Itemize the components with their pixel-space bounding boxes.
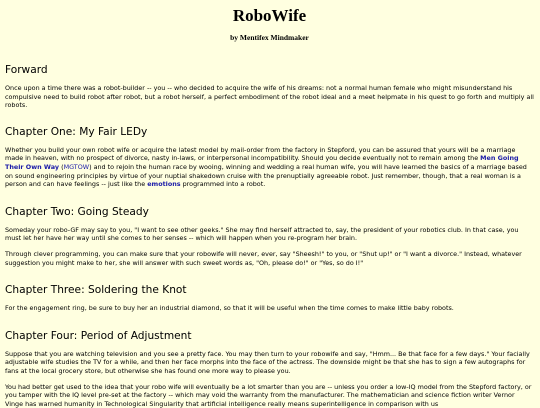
mgtow-link[interactable]: Men Going Their Own Way [5, 154, 519, 171]
chapter-four-heading: Chapter Four: Period of Adjustment [5, 330, 534, 343]
chapter-four-paragraph-1: Suppose that you are watching television and you see a pretty face. You may then turn to your robowife and say, "Hmm... Be that face for a few days." Your facially adjustable wife studies the TV for a while, and then her face morphs into the face of the actress. The downside might be that she has to sign a few autographs for fans at the local grocery store, but otherwise she has found one more way to please you. [5, 350, 534, 376]
emotions-link[interactable]: emotions [147, 180, 180, 188]
chapter-two-paragraph-1: Someday your robo-GF may say to you, "I want to see other geeks." She may find herself attracted to, say, the president of your robotics club. In that case, you must let her have her way until she comes to her senses -- which will happen when you re-program her brain. [5, 226, 534, 243]
chapter-one-heading: Chapter One: My Fair LEDy [5, 126, 534, 139]
chapter-two-heading: Chapter Two: Going Steady [5, 206, 534, 219]
forward-paragraph: Once upon a time there was a robot-builder -- you -- who decided to acquire the wife of his dreams: not a normal human female who might misunderstand his compulsive need to build robot after robot, but a robot herself, a perfect embodiment of the robot ideal and a meet helpmate in his quest to go forth and multiply all robots. [5, 84, 534, 110]
forward-heading: Forward [5, 64, 534, 77]
byline: by Mentifex Mindmaker [5, 33, 534, 43]
chapter-one-text-a: Whether you build your own robot wife or acquire the latest model by mail-order from the factory in Stepford, you can be assured that yours will be a marriage made in heaven, with no prospect of divorce, nasty in-laws, or interpersonal incompatibility. Should you decide eventually not to remain among the [5, 146, 515, 163]
chapter-three-paragraph: For the engagement ring, be sure to buy her an industrial diamond, so that it will be useful when the time comes to make little baby robots. [5, 304, 534, 313]
chapter-three-heading: Chapter Three: Soldering the Knot [5, 284, 534, 297]
chapter-four-paragraph-2: You had better get used to the idea that your robo wife will eventually be a lot smarter than you are -- unless you order a low-IQ model from the Stepford factory, or you tamper with the IQ level pre-set at the factory -- which may void the warranty from the manufacturer. The mathematician and science fiction writer Vernor Vinge has warned humanity in Technological Singularity that artificial intelligence really means superintelligence in comparison with us [5, 383, 534, 408]
chapter-one-text-d: programmed into a robot. [181, 180, 266, 188]
chapter-one-text-c: ) and to rejoin the human race by wooing, winning and wedding a real human wife, you will have learned the basics of a marriage based on sound engineering principles by virtue of your nuptial shakedown cruise with the prenuptially agreeable robot. Just remember, though, that a real woman is a person and can have feelings -- just like the [5, 163, 527, 188]
chapter-two-paragraph-2: Through clever programming, you can make sure that your robowife will never, ever, say "Sheesh!" to you, or "Shut up!" or "I want a divorce." Instead, whatever suggestion you might make to her, she will answer with such sweet words as, "Oh, please do!" or "Yes, so do I!" [5, 250, 534, 267]
page-title: RoboWife [5, 0, 534, 26]
mgtow-abbr-link[interactable]: MGTOW [64, 163, 90, 171]
chapter-one-paragraph [5, 146, 534, 189]
chapter-one-text-b: ( [59, 163, 64, 171]
